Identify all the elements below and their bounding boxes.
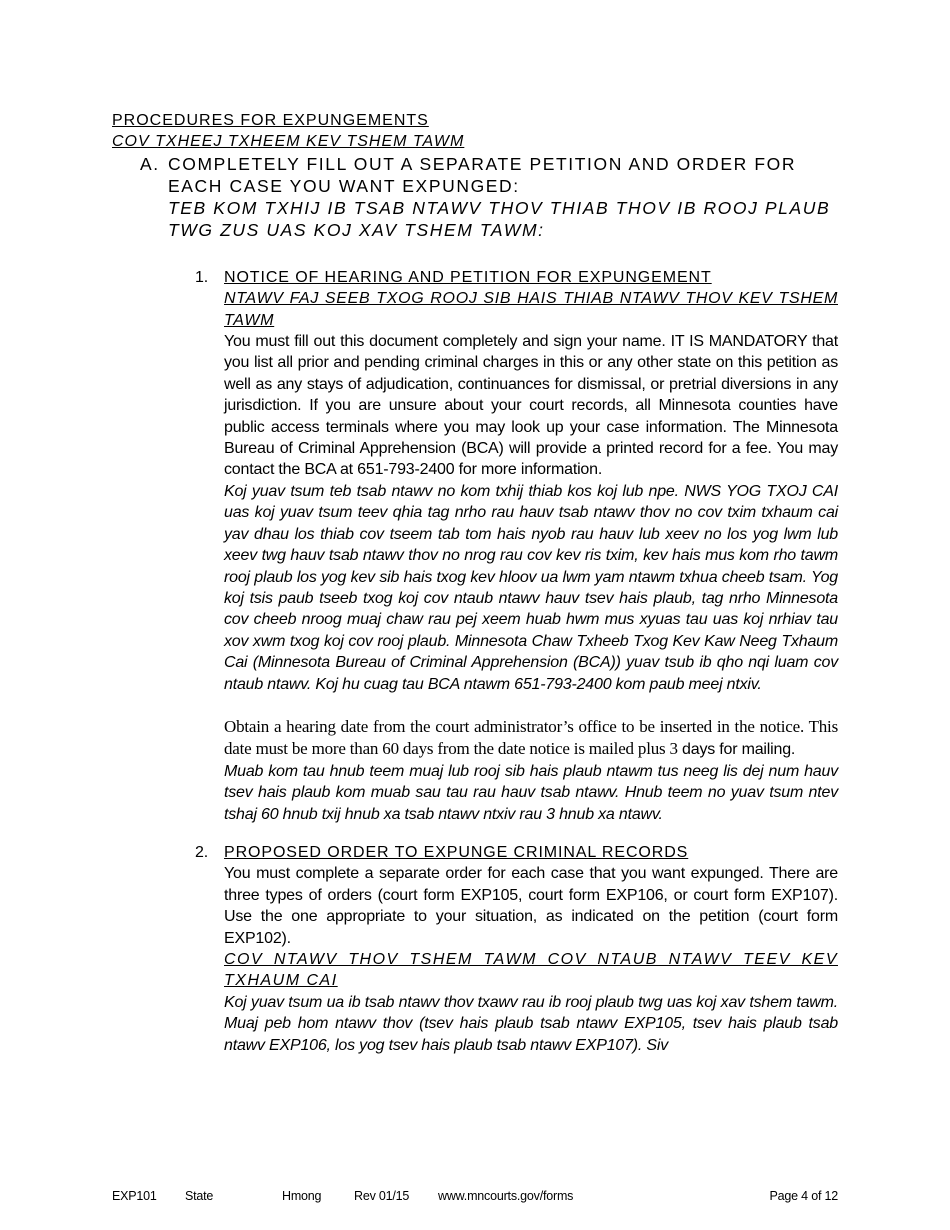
section-a-text: COMPLETELY FILL OUT A SEPARATE PETITION AND ORDER FOR EACH CASE YOU WANT EXPUNGED: bbox=[168, 153, 797, 196]
item-body-hmong: Koj yuav tsum teb tsab ntawv no kom txhij thiab kos koj lub npe. NWS YOG TXOJ CAI uas koj yuav tsum teev qhia tag nrho rau hauv tsab ntawv thov no cov txim txhaum cai yav dhau los thiab cov tseem tab tom hais nyob rau hauv lub xeev no los yog lwm lub xeev twg hauv tsab ntawv thov no nrog rau cov kev ris txim, kev hais mus kom rho tawm rooj plaub los yog kev sib hais txog kev hloov ua lwm yam ntawm txhua cheeb tsam. Yog koj tsis paub tseeb txog koj cov ntaub ntawv hauv tsev hais plaub, tag nrho Minnesota cov cheeb nroog muaj chaw rau pej xeem huab hwm mus xyuas tau uas koj nrhiav tau xov xwm txog koj cov rooj plaub. Minnesota Chaw Txheeb Txog Kev Kaw Neeg Txhaum Cai (Minnesota Bureau of Criminal Apprehension (BCA)) yuav tsub ib qho nqi luam cov ntaub ntawv. Koj hu cuag tau BCA ntawm 651-793-2400 kom paub meej ntxiv. bbox=[224, 482, 838, 693]
footer-state: State bbox=[185, 1189, 214, 1203]
footer-revision: Rev 01/15 bbox=[354, 1189, 410, 1203]
section-a bbox=[140, 153, 838, 241]
section-title: PROCEDURES FOR EXPUNGEMENTS bbox=[112, 112, 429, 129]
section-title-hmong: COV TXHEEJ TXHEEM KEV TSHEM TAWM bbox=[112, 133, 465, 151]
item-body: You must complete a separate order for each case that you want expunged. There are three types of orders (court form EXP105, court form EXP106, or court form EXP107). Use the one appropriate to your situation, as indicated on the petition (court form EXP102). bbox=[224, 865, 838, 947]
item-body2-hmong: Muab kom tau hnub teem muaj lub rooj sib hais plaub ntawm tus neeg lis dej num hauv tsev hais plaub kom muab sau tau rau hauv tsab ntawv. Hnub teem no yuav tsum ntev tshaj 60 hnub txij hnub xa tsab ntawv ntxiv rau 3 hnub xa ntawv. bbox=[224, 762, 838, 823]
footer-language: Hmong bbox=[282, 1189, 322, 1203]
item-body2-rest: days for mailing. bbox=[682, 741, 796, 759]
item-title-hmong: COV NTAWV THOV TSHEM TAWM COV NTAUB NTAWV TEEV KEV TXHAUM CAI bbox=[224, 951, 838, 990]
footer-form-code: EXP101 bbox=[112, 1189, 157, 1203]
item-number: 1. bbox=[195, 268, 208, 286]
item-title: PROPOSED ORDER TO EXPUNGE CRIMINAL RECORDS bbox=[224, 843, 689, 861]
item-1 bbox=[195, 267, 838, 825]
document-page bbox=[112, 110, 838, 1056]
item-title-hmong: NTAWV FAJ SEEB TXOG ROOJ SIB HAIS THIAB NTAWV THOV KEV TSHEM TAWM bbox=[224, 290, 838, 329]
item-body-hmong: Koj yuav tsum ua ib tsab ntawv thov txawv rau ib rooj plaub twg uas koj xav tshem tawm. Muaj peb hom ntawv thov (tsev hais plaub tsab ntawv EXP105, tsev hais plaub tsab ntawv EXP106, los yog tsev hais plaub tsab ntawv EXP107). Siv bbox=[224, 993, 838, 1054]
item-body: You must fill out this document completely and sign your name. IT IS MANDATORY that you list all prior and pending criminal charges in this or any other state on this petition as well as any stays of adjudication, continuances for dismissal, or pretrial diversions in any jurisdiction. If you are unsure about your court records, all Minnesota counties have public access terminals where you may look up your case information. The Minnesota Bureau of Criminal Apprehension (BCA) will provide a printed record for a fee. You may contact the BCA at 651-793-2400 for more information. bbox=[224, 333, 838, 479]
section-a-label: A. bbox=[140, 153, 160, 174]
item-body2: Obtain a hearing date from the court administrator’s office to be inserted in the notice. This date must be more than 60 days from the date notice is mailed plus 3 bbox=[224, 716, 838, 759]
item-number: 2. bbox=[195, 843, 208, 861]
item-2 bbox=[195, 842, 838, 1056]
item-title: NOTICE OF HEARING AND PETITION FOR EXPUNGEMENT bbox=[224, 268, 712, 286]
footer-url[interactable]: www.mncourts.gov/forms bbox=[438, 1189, 574, 1203]
footer-page-number: Page 4 of 12 bbox=[769, 1189, 838, 1203]
section-a-text-hmong: TEB KOM TXHIJ IB TSAB NTAWV THOV THIAB THOV IB ROOJ PLAUB TWG ZUS UAS KOJ XAV TSHEM TAWM: bbox=[168, 197, 831, 240]
